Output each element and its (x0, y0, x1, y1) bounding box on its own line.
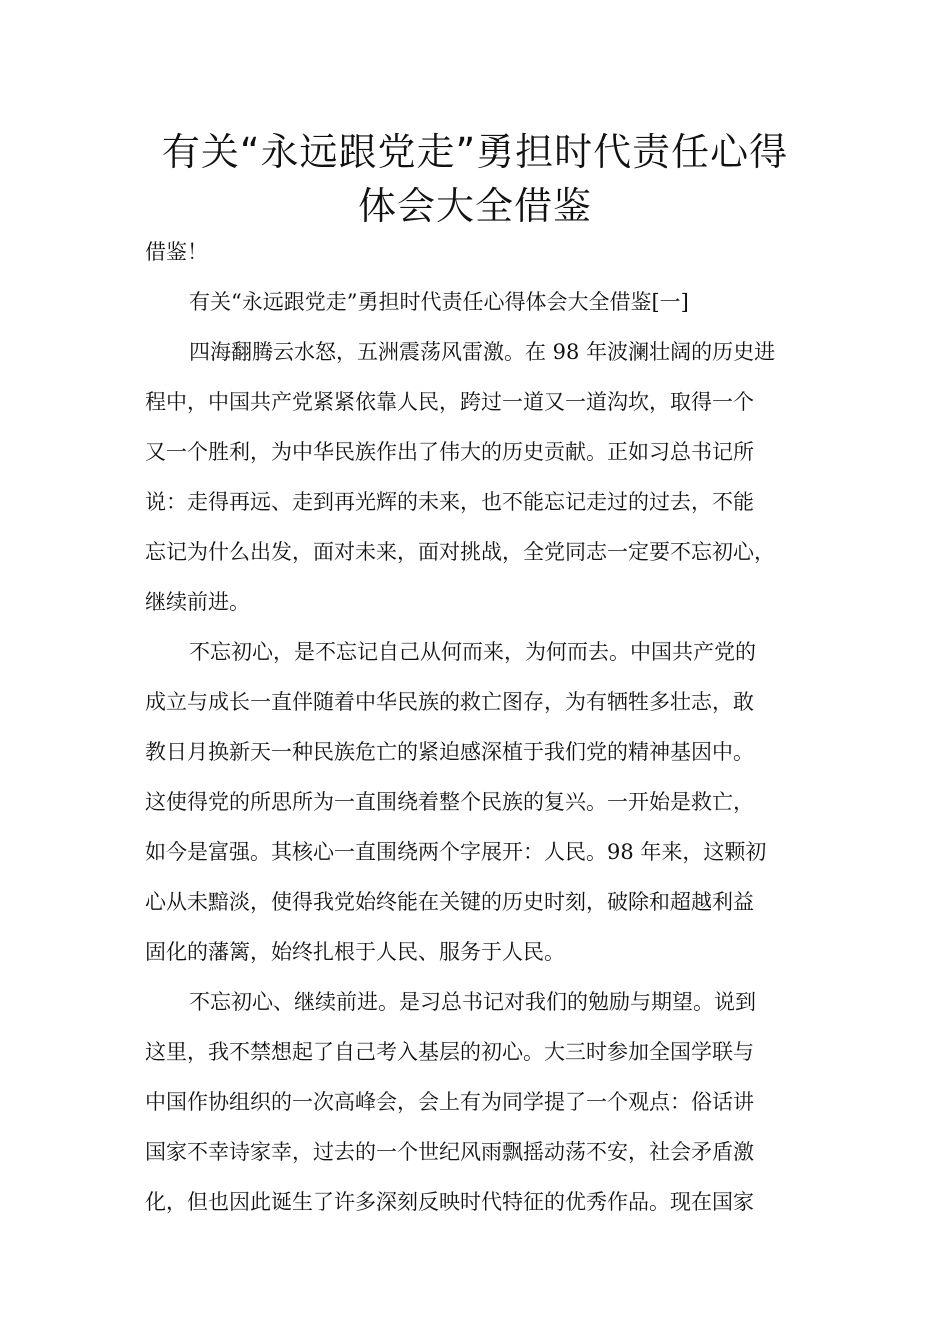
paragraph-line: 成立与成长一直伴随着中华民族的救亡图存，为有牺牲多壮志，敢 (145, 690, 754, 714)
document-body (145, 227, 810, 1227)
paragraph-line: 不忘初心，是不忘记自己从何而来，为何而去。中国共产党的 (189, 640, 756, 664)
paragraph-line: 中国作协组织的一次高峰会，会上有为同学提了一个观点：俗话讲 (145, 1090, 754, 1114)
paragraph-line: 忘记为什么出发，面对未来，面对挑战，全党同志一定要不忘初心， (145, 540, 775, 564)
paragraph-line: 继续前进。 (145, 590, 250, 614)
paragraph-line: 心从未黯淡，使得我党始终能在关键的历史时刻，破除和超越利益 (145, 890, 754, 914)
paragraph-3 (145, 977, 810, 1227)
title-line-1: 有关“永远跟党走”勇担时代责任心得 (161, 130, 789, 174)
paragraph-line: 四海翻腾云水怒，五洲震荡风雷激。在 98 年波澜壮阔的历史进 (189, 340, 776, 364)
paragraph-line: 程中，中国共产党紧紧依靠人民，跨过一道又一道沟坎，取得一个 (145, 390, 754, 414)
paragraph-line: 又一个胜利，为中华民族作出了伟大的历史贡献。正如习总书记所 (145, 440, 754, 464)
section-heading: 有关“永远跟党走”勇担时代责任心得体会大全借鉴[一] (189, 290, 689, 314)
paragraph-line: 这使得党的所思所为一直围绕着整个民族的复兴。一开始是救亡， (145, 790, 754, 814)
paragraph-2 (145, 627, 810, 977)
intro-text: 借鉴！ (145, 240, 208, 264)
paragraph-line: 说：走得再远、走到再光辉的未来，也不能忘记走过的过去，不能 (145, 490, 754, 514)
paragraph-line: 国家不幸诗家幸，过去的一个世纪风雨飘摇动荡不安，社会矛盾激 (145, 1140, 754, 1164)
paragraph-line: 化，但也因此诞生了许多深刻反映时代特征的优秀作品。现在国家 (145, 1190, 754, 1214)
paragraph-line: 固化的藩篱，始终扎根于人民、服务于人民。 (145, 940, 565, 964)
paragraph-line: 这里，我不禁想起了自己考入基层的初心。大三时参加全国学联与 (145, 1040, 754, 1064)
document-title (100, 125, 850, 233)
paragraph-1 (145, 327, 810, 627)
paragraph-line: 如今是富强。其核心一直围绕两个字展开：人民。98 年来，这颗初 (145, 840, 767, 864)
paragraph-line: 不忘初心、继续前进。是习总书记对我们的勉励与期望。说到 (189, 990, 756, 1014)
paragraph-line: 教日月换新天一种民族危亡的紧迫感深植于我们党的精神基因中。 (145, 740, 754, 764)
title-line-2: 体会大全借鉴 (357, 184, 592, 228)
